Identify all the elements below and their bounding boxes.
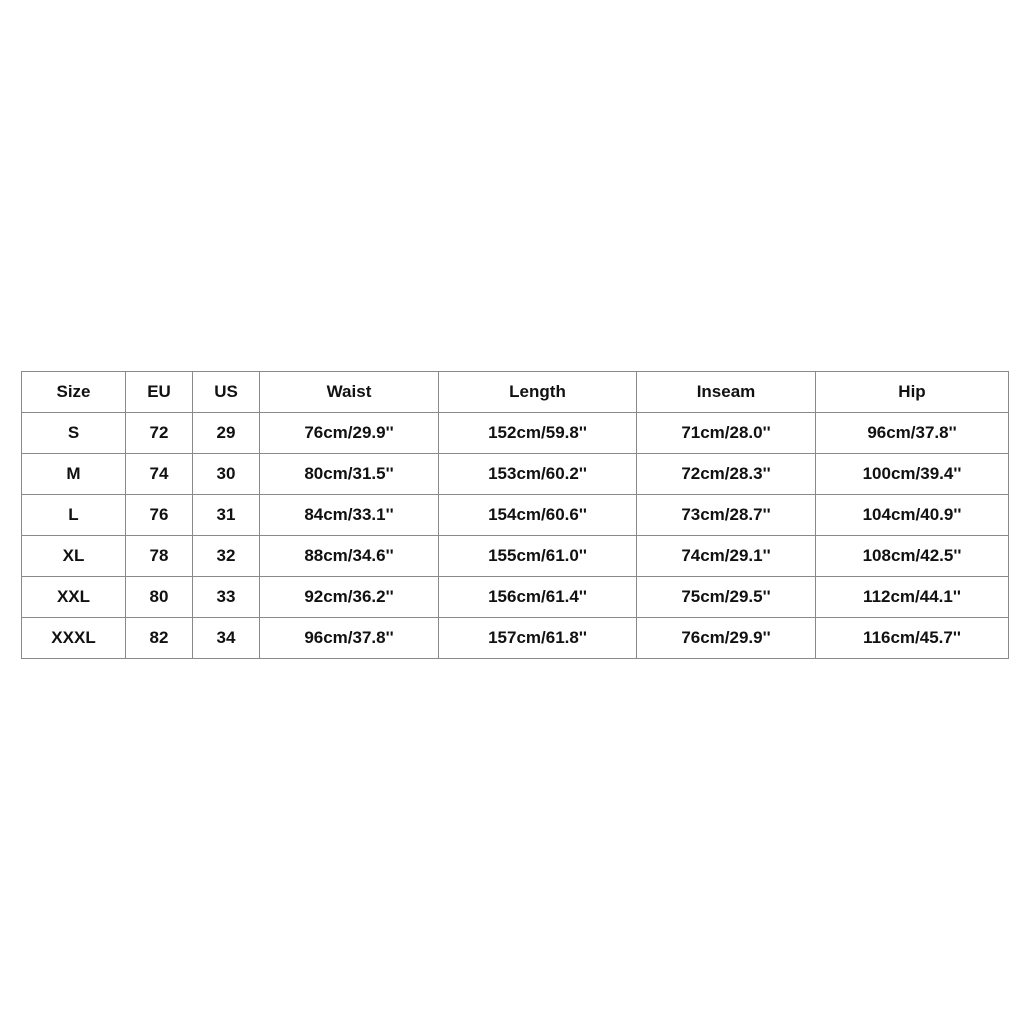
cell-waist: 76cm/29.9'': [260, 413, 439, 454]
cell-us: 31: [193, 495, 260, 536]
table-row: [22, 618, 1009, 659]
cell-hip: 104cm/40.9'': [816, 495, 1009, 536]
cell-length: 153cm/60.2'': [439, 454, 637, 495]
table-row: [22, 495, 1009, 536]
cell-size: XXL: [22, 577, 126, 618]
cell-eu: 74: [126, 454, 193, 495]
cell-size: XL: [22, 536, 126, 577]
cell-inseam: 72cm/28.3'': [637, 454, 816, 495]
cell-length: 155cm/61.0'': [439, 536, 637, 577]
cell-eu: 82: [126, 618, 193, 659]
cell-us: 32: [193, 536, 260, 577]
table-row: [22, 413, 1009, 454]
cell-eu: 72: [126, 413, 193, 454]
cell-waist: 92cm/36.2'': [260, 577, 439, 618]
cell-length: 154cm/60.6'': [439, 495, 637, 536]
cell-inseam: 75cm/29.5'': [637, 577, 816, 618]
table-row: [22, 536, 1009, 577]
cell-size: M: [22, 454, 126, 495]
cell-waist: 88cm/34.6'': [260, 536, 439, 577]
size-chart-table: [21, 371, 1009, 659]
header-size: Size: [22, 372, 126, 413]
header-waist: Waist: [260, 372, 439, 413]
cell-size: S: [22, 413, 126, 454]
cell-hip: 112cm/44.1'': [816, 577, 1009, 618]
table-row: [22, 577, 1009, 618]
header-row: [22, 372, 1009, 413]
header-length: Length: [439, 372, 637, 413]
cell-inseam: 73cm/28.7'': [637, 495, 816, 536]
header-hip: Hip: [816, 372, 1009, 413]
cell-hip: 96cm/37.8'': [816, 413, 1009, 454]
cell-waist: 84cm/33.1'': [260, 495, 439, 536]
cell-us: 34: [193, 618, 260, 659]
cell-length: 156cm/61.4'': [439, 577, 637, 618]
cell-size: L: [22, 495, 126, 536]
cell-inseam: 74cm/29.1'': [637, 536, 816, 577]
cell-hip: 100cm/39.4'': [816, 454, 1009, 495]
cell-inseam: 71cm/28.0'': [637, 413, 816, 454]
header-us: US: [193, 372, 260, 413]
cell-waist: 80cm/31.5'': [260, 454, 439, 495]
cell-us: 30: [193, 454, 260, 495]
cell-us: 33: [193, 577, 260, 618]
cell-eu: 76: [126, 495, 193, 536]
header-eu: EU: [126, 372, 193, 413]
table-row: [22, 454, 1009, 495]
cell-eu: 80: [126, 577, 193, 618]
cell-waist: 96cm/37.8'': [260, 618, 439, 659]
cell-length: 152cm/59.8'': [439, 413, 637, 454]
cell-hip: 108cm/42.5'': [816, 536, 1009, 577]
header-inseam: Inseam: [637, 372, 816, 413]
cell-eu: 78: [126, 536, 193, 577]
cell-hip: 116cm/45.7'': [816, 618, 1009, 659]
cell-size: XXXL: [22, 618, 126, 659]
cell-us: 29: [193, 413, 260, 454]
cell-inseam: 76cm/29.9'': [637, 618, 816, 659]
cell-length: 157cm/61.8'': [439, 618, 637, 659]
